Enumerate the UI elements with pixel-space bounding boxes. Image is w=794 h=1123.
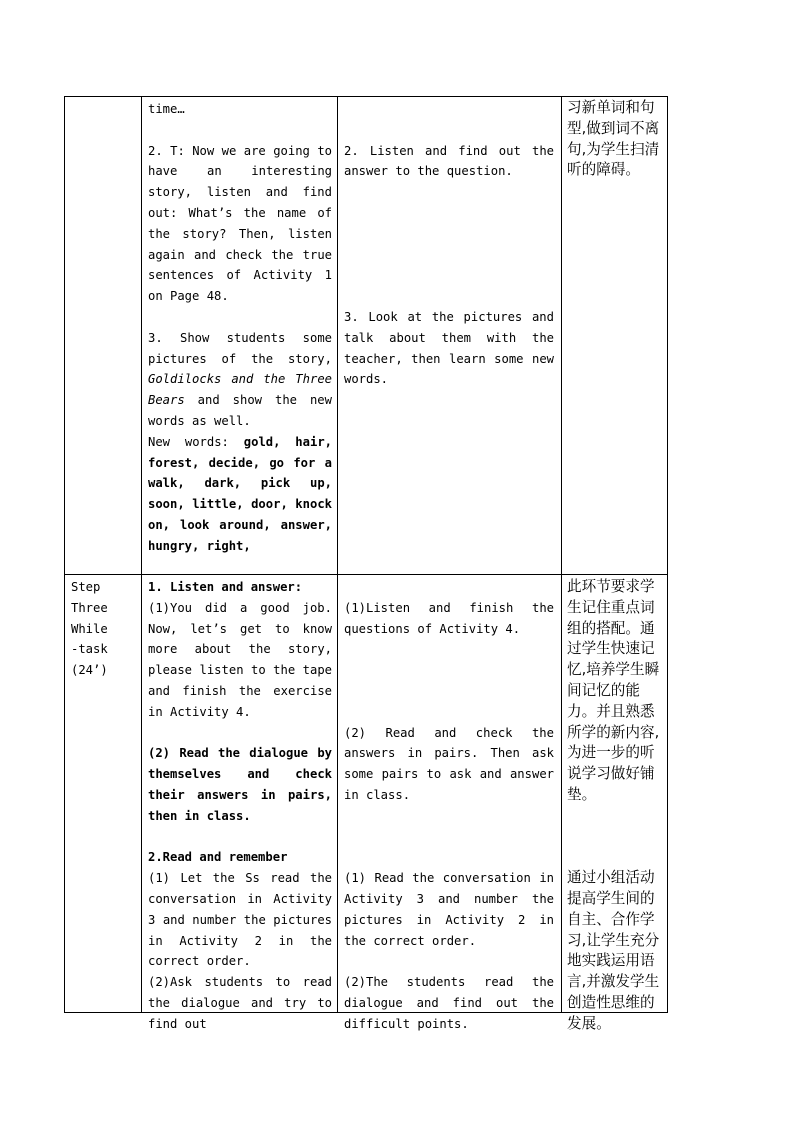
- cell-text: and show the new words as well.: [148, 393, 332, 428]
- column-divider: [561, 97, 562, 1012]
- cell-text: [148, 328, 332, 432]
- story-title: Goldilocks and the Three Bears: [148, 372, 332, 408]
- cell-text: 3. Show students some pictures of the story,: [148, 330, 332, 366]
- cell-text: (2) Read and check the answers in pairs. Then ask some pairs to ask and answer in class.: [344, 725, 554, 802]
- row2-purpose-cell: [567, 577, 665, 1035]
- cell-text: 习新单词和句型,做到词不离句,为学生扫清听的障碍。: [567, 99, 660, 179]
- lesson-plan-table: [64, 96, 668, 1032]
- cell-text: (2)The students read the dialogue and find out the difficult points.: [344, 975, 554, 1031]
- step-label: -task: [71, 642, 108, 657]
- new-words-label: New words:: [148, 434, 244, 449]
- cell-text: 3. Look at the pictures and talk about them with the teacher, then learn some new words.: [344, 309, 554, 387]
- row1-teacher-activity-cell: [148, 99, 332, 557]
- cell-text: (1)You did a good job. Now, let’s get to know more about the story, please listen to the tape and finish the exercise in Activity 4.: [148, 600, 332, 719]
- cell-text: (1) Read the conversation in Activity 3 and number the pictures in Activity 2 in the correct order.: [344, 871, 554, 948]
- section-heading: 2.Read and remember: [148, 850, 288, 865]
- cell-text: 2. Listen and find out the answer to the question.: [344, 143, 554, 179]
- row2-teacher-activity-cell: [148, 577, 332, 1035]
- step-label-cell: [71, 577, 137, 681]
- step-label: Step: [71, 580, 101, 594]
- column-divider: [141, 97, 142, 1012]
- cell-text: (2)Ask students to read the dialogue and try to find out: [148, 975, 332, 1031]
- step-label: Three: [71, 600, 108, 615]
- row2-student-activity-cell: [344, 577, 554, 1035]
- section-heading: 1. Listen and answer:: [148, 580, 303, 594]
- cell-text: 此环节要求学生记住重点词组的搭配。通过学生快速记忆,培养学生瞬间记忆的能力。并且熟悉所学的新内容, 为进一步的听说学习做好铺垫。: [567, 578, 660, 803]
- cell-text: time…: [148, 102, 185, 116]
- cell-text: (2) Read the dialogue by themselves and check their answers in pairs, then in class.: [148, 746, 332, 823]
- row1-purpose-cell: [567, 98, 665, 181]
- step-label: While: [71, 621, 108, 636]
- cell-text: 2. T: Now we are going to have an interesting story, listen and find out: What’s the name of the story? Then, listen again and check the true sentences of Activity 1 on Page 48.: [148, 143, 332, 304]
- cell-text: 通过小组活动提高学生间的自主、合作学习,让学生充分地实践运用语言,并激发学生创造性思维的发展。: [567, 869, 660, 1032]
- new-words-list: gold, hair, forest, decide, go for a walk, dark, pick up, soon, little, door, knock on, look around, answer, hungry, right,: [148, 434, 332, 553]
- row1-student-activity-cell: [344, 99, 554, 390]
- cell-text: (1)Listen and finish the questions of Activity 4.: [344, 600, 554, 636]
- column-divider: [337, 97, 338, 1012]
- step-time: (24’): [71, 663, 108, 678]
- cell-text: (1) Let the Ss read the conversation in Activity 3 and number the pictures in Activity 2 in the correct order.: [148, 871, 332, 969]
- new-words-paragraph: [148, 432, 332, 557]
- row-divider: [65, 574, 667, 575]
